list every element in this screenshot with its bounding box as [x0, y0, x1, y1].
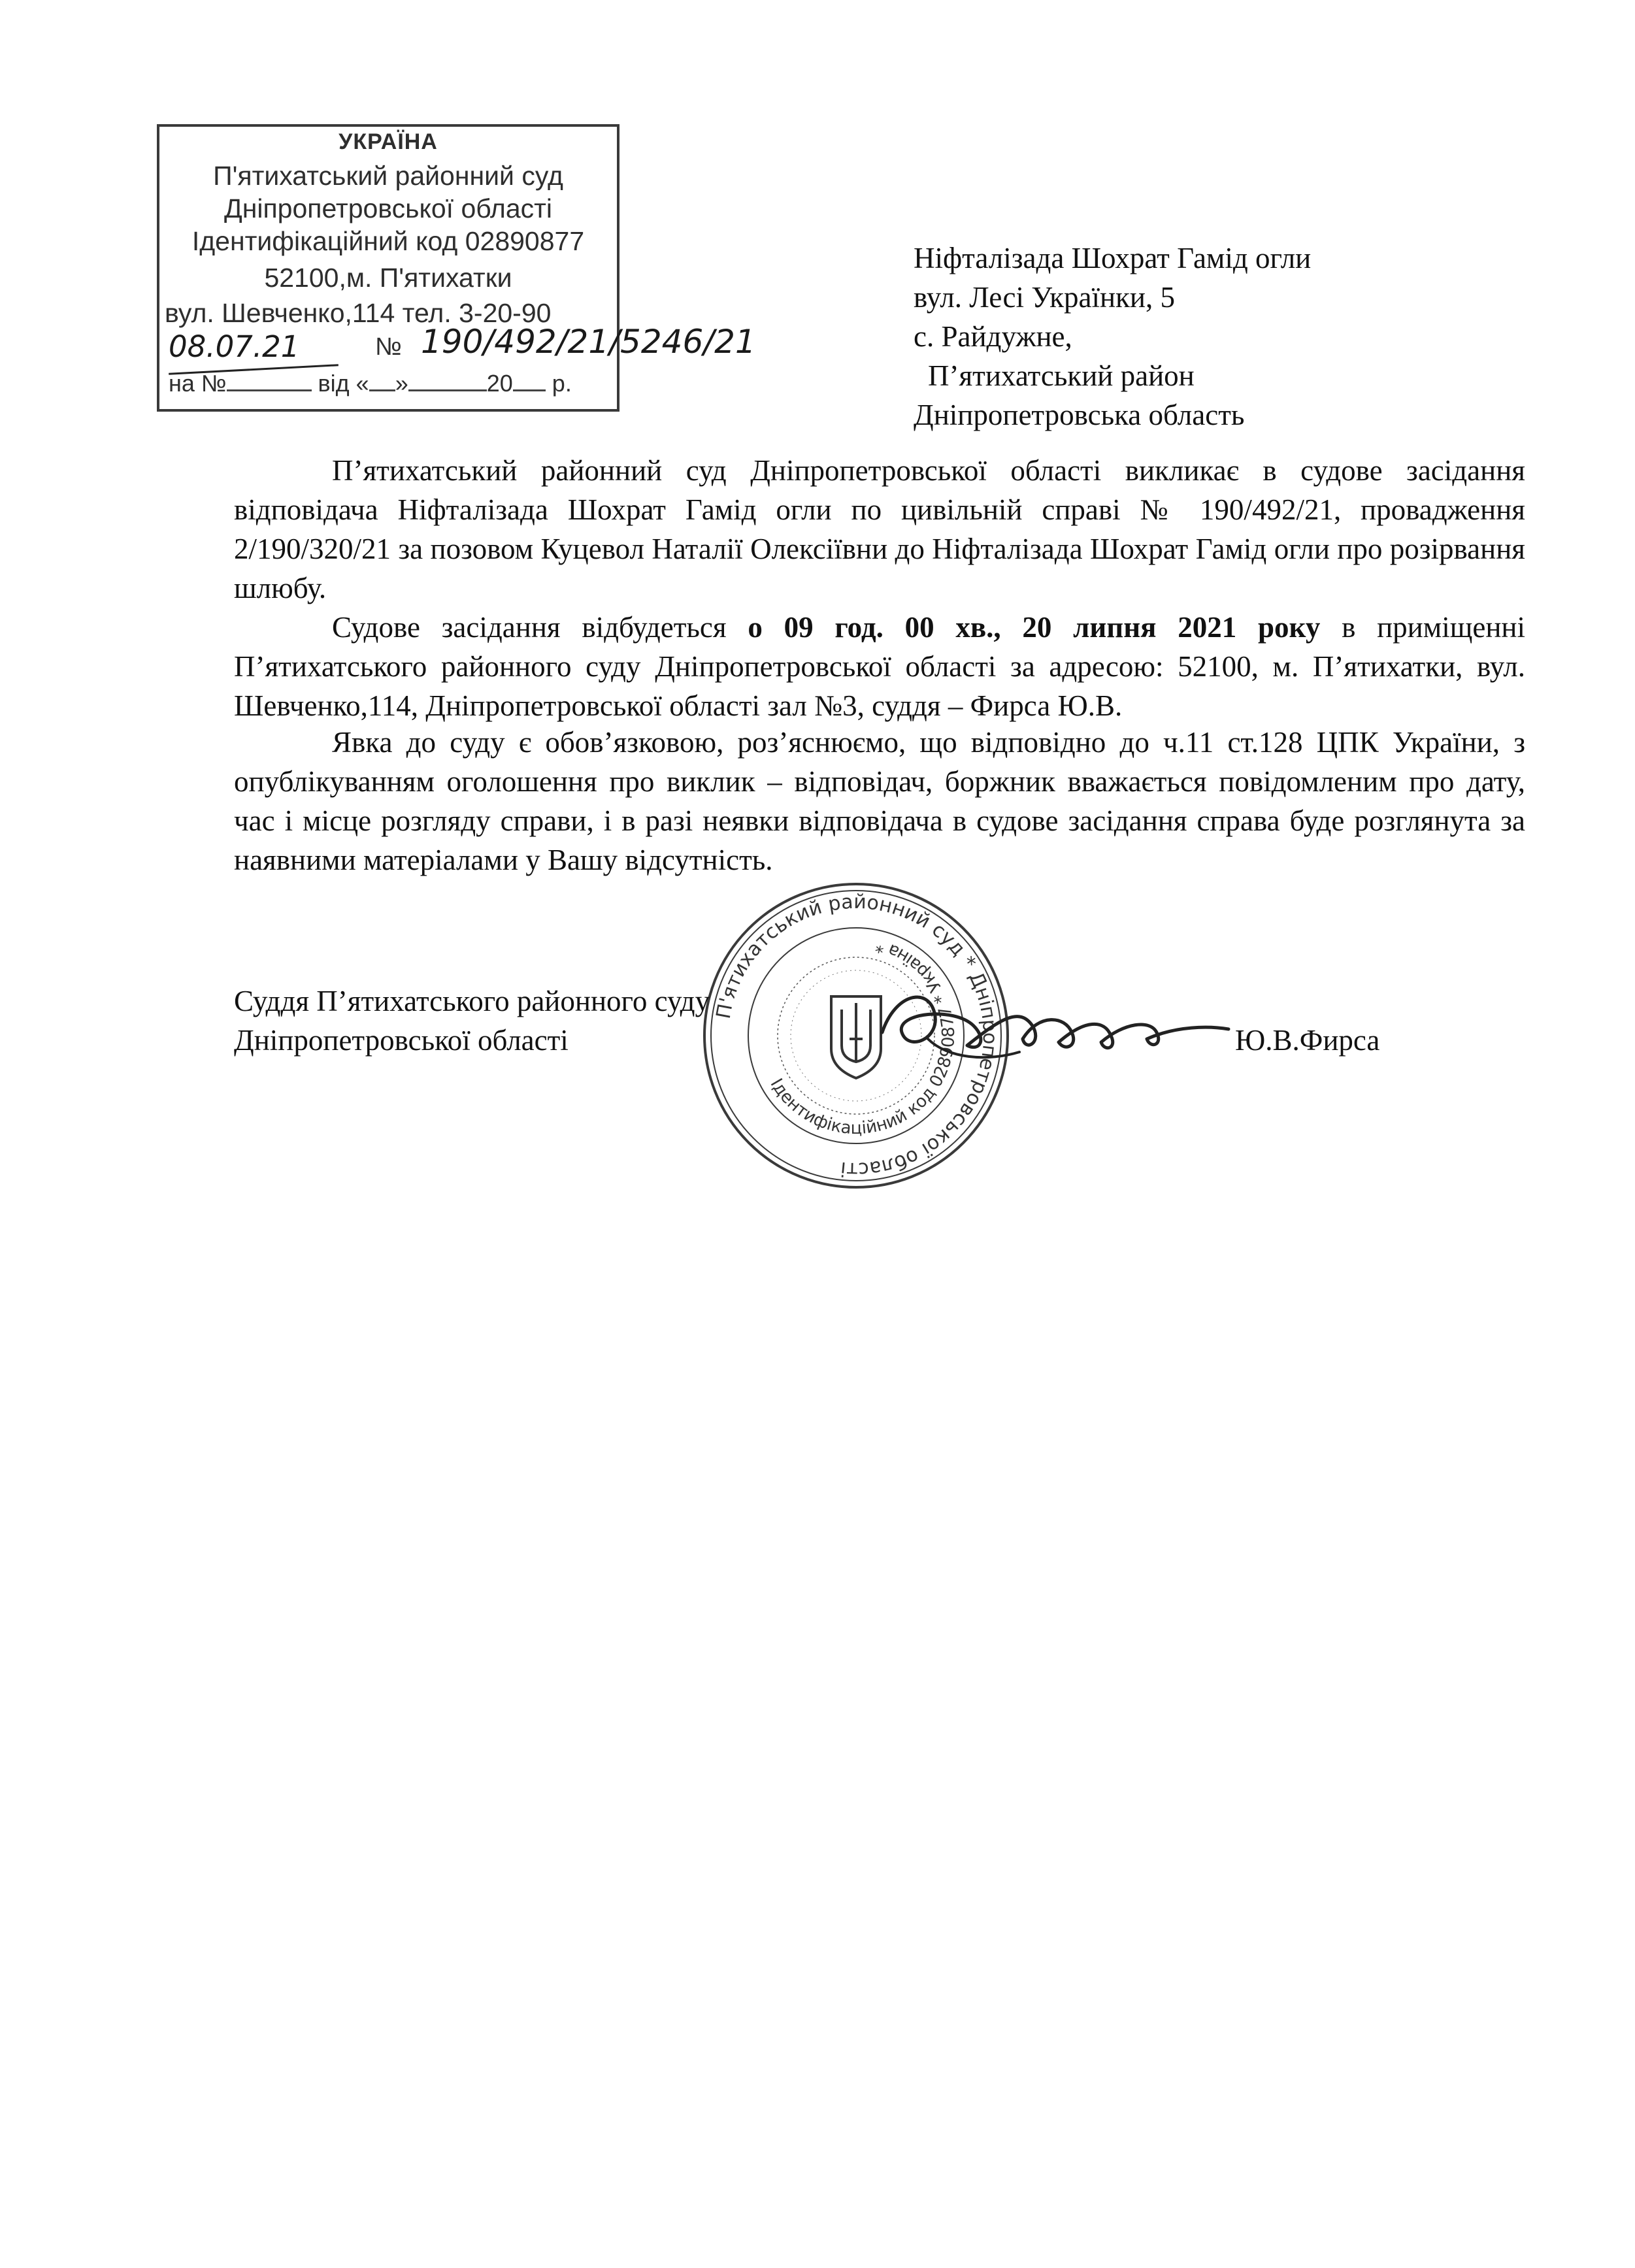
recipient-district: П’ятихатський район: [928, 359, 1195, 392]
stamp-reply-suffix: р.: [552, 370, 572, 397]
svg-text:Ідентифікаційний код 02890877: Ідентифікаційний код 02890877 * Україна *: [766, 935, 959, 1139]
hearing-datetime: о 09 год. 00 хв., 20 липня 2021 року: [748, 611, 1321, 644]
stamp-court-name: П'ятихатський районний суд: [213, 161, 563, 191]
judge-signature-image: [869, 980, 1235, 1072]
recipient-address: [914, 238, 1311, 435]
judge-name: Ю.В.Фирса: [1235, 1024, 1380, 1057]
stamp-date: 08.07.21: [169, 329, 300, 364]
stamp-reply-year: 20: [486, 370, 513, 397]
stamp-reply-prefix: на №: [169, 370, 227, 397]
hearing-text-after: в приміщенні П’ятихатського районного суду Дніпропетровської області за адресою: 52100, м. П’ятихатки, вул. Шевченко,114, Дніпропетровської області зал №3, суддя – Фирса Ю.В.: [234, 611, 1525, 722]
signature-title-line1: Суддя П’ятихатського районного суду: [234, 985, 710, 1017]
hearing-text-before: Судове засідання відбудеться: [332, 611, 748, 644]
stamp-id-code: Ідентифікаційний код 02890877: [191, 226, 585, 256]
recipient-village: с. Райдужне,: [914, 320, 1072, 353]
recipient-oblast: Дніпропетровська область: [914, 399, 1245, 431]
signature-title-line2: Дніпропетровської області: [234, 1024, 569, 1057]
svg-text:П'ятихатський районний суд * Д: П'ятихатський районний суд * Дніпропетровської області: [712, 890, 1002, 1181]
recipient-street: вул. Лесi Українки, 5: [914, 281, 1175, 314]
stamp-number-sign: №: [375, 333, 402, 361]
stamp-country: УКРАЇНА: [339, 129, 438, 154]
recipient-name: Нiфталiзада Шохрат Гамiд огли: [914, 242, 1312, 274]
signature-title: [234, 981, 710, 1060]
stamp-reply-quote: »: [395, 370, 408, 397]
stamp-reply-from: від «: [318, 370, 369, 397]
stamp-region: Дніпропетровської області: [223, 193, 553, 223]
attendance-paragraph: Явка до суду є обов’язковою, роз’яснюємо, що відповідно до ч.11 ст.128 ЦПК України, з опублікуванням оголошення про виклик – відповідач, боржник вважається повідомленим про дату, час і місце розгляду справи, і в разі неявки відповідача в судове засідання справа буде розглянута за наявними матеріалами у Вашу відсутність.: [234, 726, 1525, 876]
summons-paragraph: П’ятихатський районний суд Дніпропетровської області викликає в судове засідання відповідача Нiфталiзада Шохрат Гамiд огли по цивільній справі № 190/492/21, провадження 2/190/320/21 за позовом Куцевол Наталії Олексіївни до Нiфталiзада Шохрат Гамiд огли про розірвання шлюбу.: [234, 454, 1525, 604]
stamp-city: 52100,м. П'ятихатки: [264, 263, 512, 293]
hearing-paragraph: [234, 608, 1525, 725]
stamp-reply-line: [169, 370, 572, 397]
registration-stamp: [157, 124, 756, 412]
stamp-address: вул. Шевченко,114 тел. 3-20-90: [165, 298, 552, 328]
stamp-registration-number: 190/492/21/5246/21: [421, 323, 756, 361]
